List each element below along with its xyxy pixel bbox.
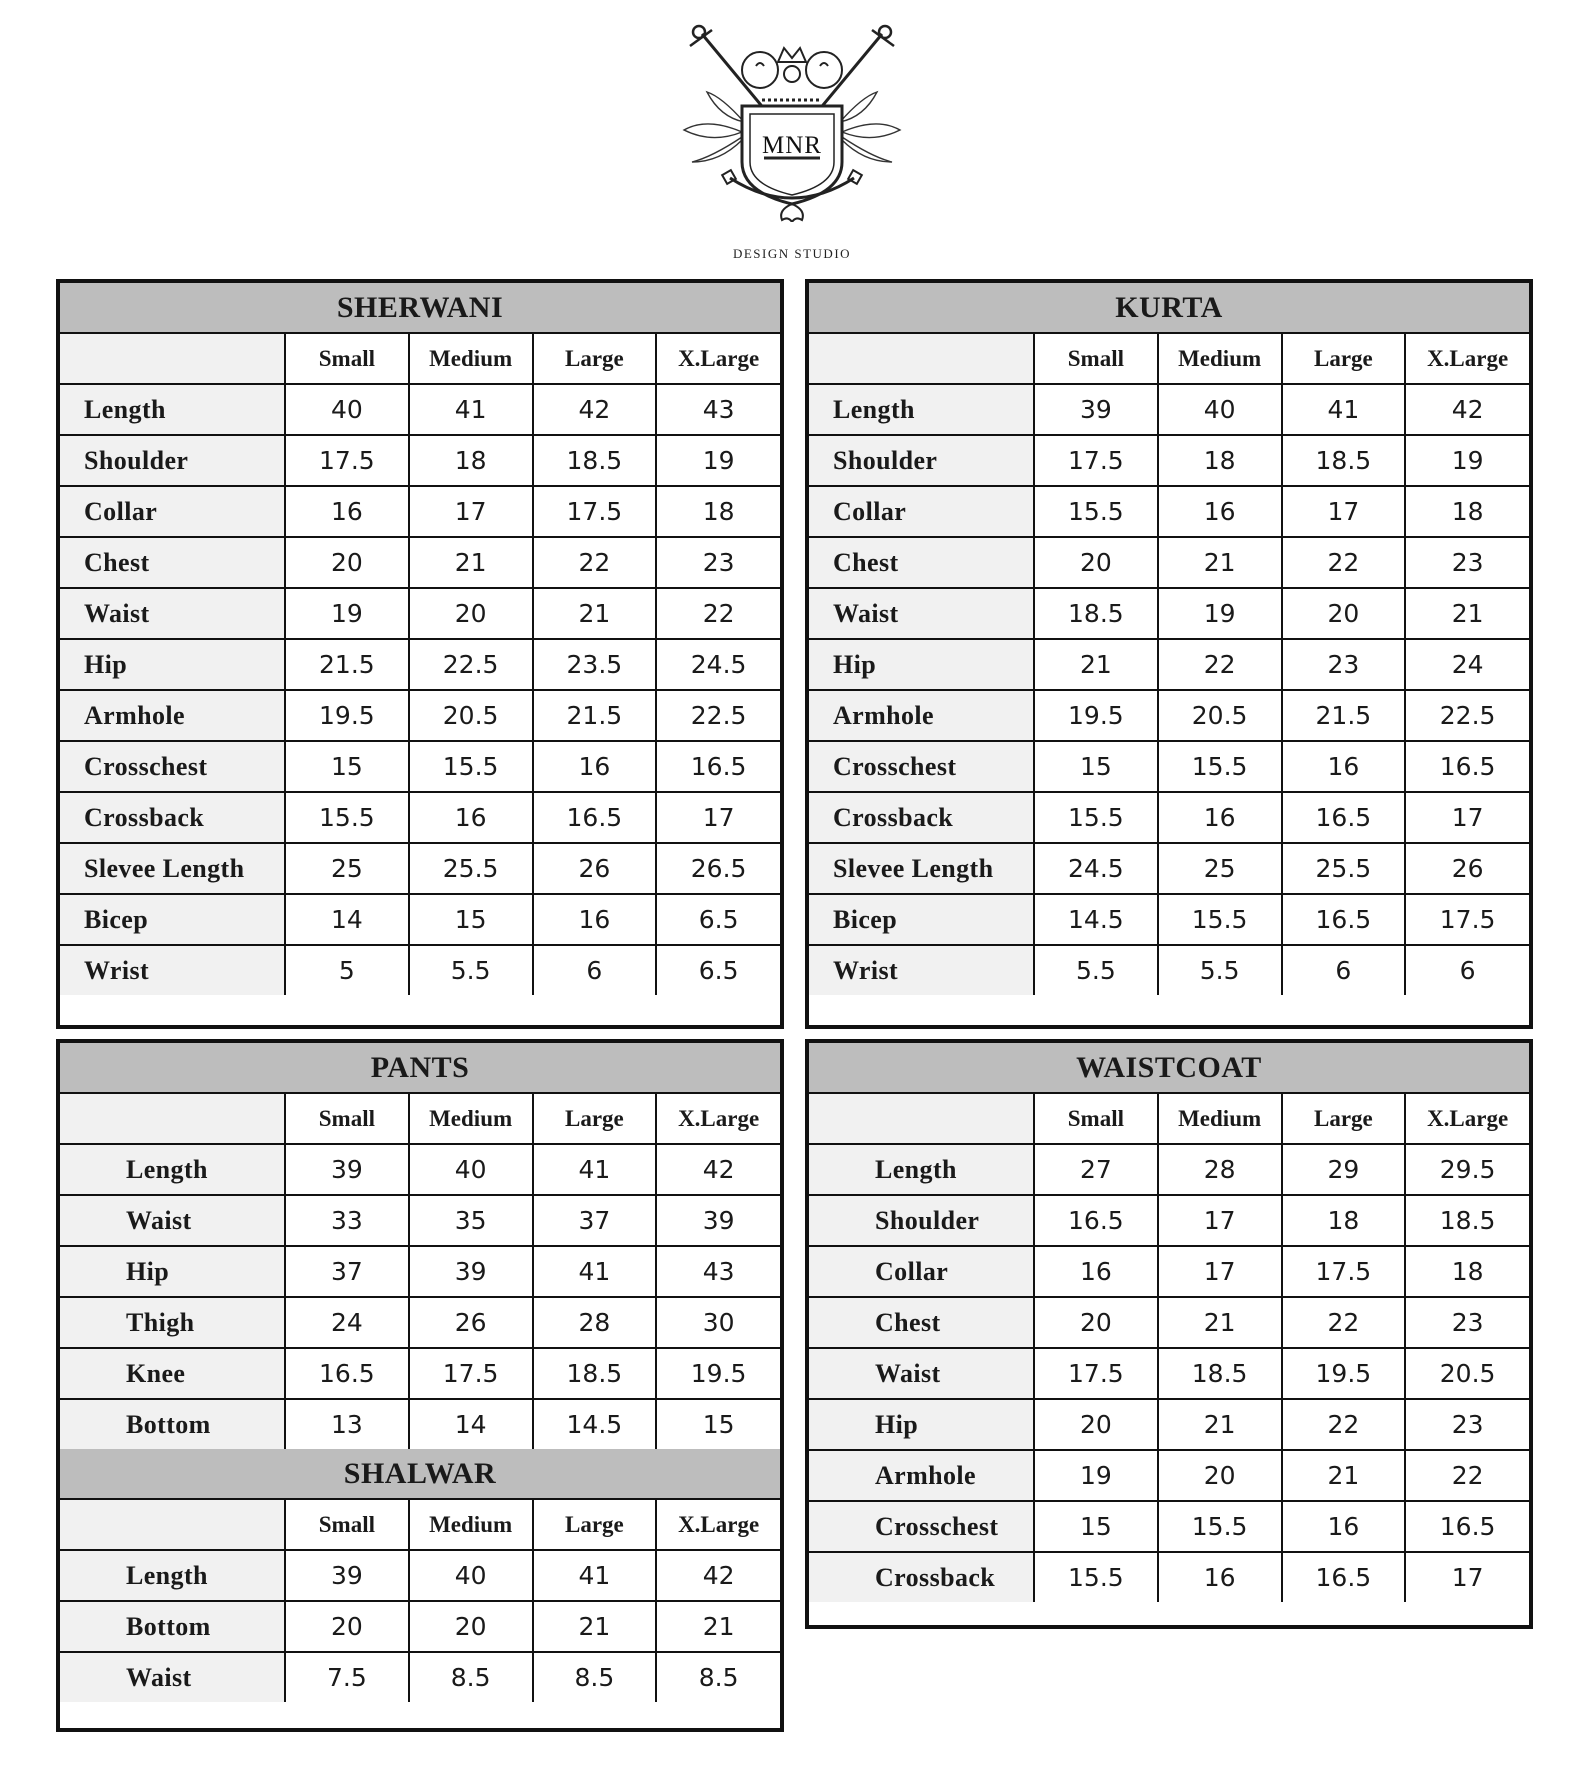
measurement-value: 6 [533,945,657,995]
size-header: X.Large [656,1093,780,1144]
measurement-label: Bicep [809,894,1034,945]
measurement-value: 8.5 [409,1652,533,1702]
measurement-value: 20 [1158,1450,1282,1501]
measurement-row [809,1348,1529,1399]
measurement-value: 22 [1282,1297,1406,1348]
measurement-label: Crossback [809,1552,1034,1602]
measurement-value: 41 [1282,384,1406,435]
measurement-value: 16.5 [1282,792,1406,843]
measurement-value: 15.5 [409,741,533,792]
pants-shalwar-size-chart [56,1039,784,1732]
measurement-value: 23.5 [533,639,657,690]
measurement-label: Collar [60,486,285,537]
measurement-value: 18 [1405,1246,1529,1297]
measurement-value: 42 [1405,384,1529,435]
measurement-label: Collar [809,1246,1034,1297]
measurement-label: Length [60,384,285,435]
measurement-value: 17 [1405,792,1529,843]
measurement-value: 25.5 [409,843,533,894]
measurement-value: 20.5 [409,690,533,741]
measurement-value: 23 [1282,639,1406,690]
measurement-value: 8.5 [656,1652,780,1702]
measurement-value: 26 [409,1297,533,1348]
measurement-value: 21 [1158,537,1282,588]
measurement-value: 14 [409,1399,533,1449]
measurement-row [60,1399,780,1449]
measurement-row [60,537,780,588]
measurement-value: 16 [1158,792,1282,843]
measurement-label: Chest [809,1297,1034,1348]
measurement-label: Waist [60,588,285,639]
size-header: Medium [409,1499,533,1550]
waistcoat-size-chart [805,1039,1533,1629]
measurement-row [60,588,780,639]
measurement-label: Bottom [60,1601,285,1652]
measurement-label: Crosschest [809,741,1034,792]
measurement-value: 39 [285,1550,409,1601]
measurement-value: 17 [1405,1552,1529,1602]
measurement-row [60,843,780,894]
size-header: X.Large [1405,1093,1529,1144]
measurement-row [809,690,1529,741]
measurement-value: 18.5 [1158,1348,1282,1399]
corner-cell [809,1093,1034,1144]
brand-tagline: DESIGN STUDIO [732,246,852,261]
measurement-row [60,894,780,945]
measurement-row [809,486,1529,537]
measurement-row [60,1297,780,1348]
measurement-value: 5.5 [409,945,533,995]
measurement-value: 24.5 [1034,843,1158,894]
measurement-row [809,945,1529,995]
measurement-value: 15 [409,894,533,945]
section-title: WAISTCOAT [809,1043,1529,1093]
measurement-value: 17.5 [409,1348,533,1399]
measurement-value: 37 [285,1246,409,1297]
measurement-value: 16 [533,894,657,945]
measurement-value: 41 [533,1144,657,1195]
measurement-value: 15.5 [1034,1552,1158,1602]
size-header: Large [533,1093,657,1144]
measurement-label: Armhole [809,1450,1034,1501]
measurement-value: 37 [533,1195,657,1246]
measurement-value: 14.5 [533,1399,657,1449]
measurement-value: 25 [285,843,409,894]
measurement-value: 19 [656,435,780,486]
measurement-value: 16 [285,486,409,537]
measurement-value: 29 [1282,1144,1406,1195]
measurement-value: 21.5 [533,690,657,741]
measurement-value: 20 [285,537,409,588]
measurement-value: 14.5 [1034,894,1158,945]
measurement-label: Hip [809,1399,1034,1450]
size-header: Small [285,1093,409,1144]
measurement-value: 15.5 [1158,894,1282,945]
measurement-value: 22 [533,537,657,588]
measurement-value: 20 [1034,1399,1158,1450]
section-title: SHALWAR [60,1449,780,1499]
measurement-value: 42 [656,1144,780,1195]
size-header: X.Large [656,1499,780,1550]
measurement-value: 27 [1034,1144,1158,1195]
measurement-value: 18 [409,435,533,486]
measurement-row [809,588,1529,639]
measurement-value: 19 [1034,1450,1158,1501]
measurement-row [809,435,1529,486]
measurement-value: 17.5 [285,435,409,486]
measurement-label: Knee [60,1348,285,1399]
measurement-label: Length [60,1144,285,1195]
size-header: Small [285,333,409,384]
measurement-value: 18.5 [533,435,657,486]
measurement-value: 20.5 [1405,1348,1529,1399]
measurement-value: 15.5 [285,792,409,843]
sherwani-size-chart [56,279,784,1029]
measurement-value: 39 [656,1195,780,1246]
measurement-value: 16 [1282,1501,1406,1552]
measurement-value: 22.5 [656,690,780,741]
measurement-row [60,945,780,995]
measurement-value: 20.5 [1158,690,1282,741]
measurement-value: 20 [409,1601,533,1652]
measurement-value: 17.5 [1034,435,1158,486]
measurement-row [60,1652,780,1702]
measurement-value: 20 [285,1601,409,1652]
measurement-value: 24.5 [656,639,780,690]
measurement-row [809,1246,1529,1297]
size-header: Small [1034,333,1158,384]
measurement-value: 17.5 [1034,1348,1158,1399]
measurement-value: 15.5 [1034,486,1158,537]
measurement-label: Waist [60,1652,285,1702]
measurement-value: 21 [409,537,533,588]
measurement-value: 16.5 [1282,1552,1406,1602]
measurement-value: 6.5 [656,945,780,995]
corner-cell [60,1093,285,1144]
measurement-value: 19.5 [1282,1348,1406,1399]
measurement-value: 26 [1405,843,1529,894]
crest-icon [672,22,912,222]
measurement-value: 13 [285,1399,409,1449]
measurement-row [809,843,1529,894]
measurement-value: 23 [656,537,780,588]
section-title: PANTS [60,1043,780,1093]
measurement-label: Armhole [60,690,285,741]
measurement-value: 15.5 [1158,741,1282,792]
measurement-value: 18.5 [1405,1195,1529,1246]
measurement-value: 19.5 [285,690,409,741]
brand-monogram: MNR [762,132,822,159]
measurement-label: Chest [809,537,1034,588]
measurement-row [60,435,780,486]
measurement-value: 20 [409,588,533,639]
size-header: Large [533,1499,657,1550]
measurement-value: 14 [285,894,409,945]
measurement-value: 40 [285,384,409,435]
measurement-value: 6.5 [656,894,780,945]
measurement-value: 22.5 [1405,690,1529,741]
measurement-label: Hip [60,1246,285,1297]
measurement-value: 18 [1158,435,1282,486]
measurement-row [60,1195,780,1246]
measurement-label: Bottom [60,1399,285,1449]
measurement-value: 40 [409,1550,533,1601]
measurement-label: Waist [60,1195,285,1246]
measurement-row [60,741,780,792]
measurement-row [809,1195,1529,1246]
measurement-value: 41 [533,1550,657,1601]
measurement-label: Crossback [60,792,285,843]
measurement-value: 18.5 [533,1348,657,1399]
measurement-label: Wrist [60,945,285,995]
measurement-value: 15 [1034,741,1158,792]
measurement-row [809,1501,1529,1552]
measurement-value: 21 [1034,639,1158,690]
measurement-label: Shoulder [809,1195,1034,1246]
measurement-label: Length [60,1550,285,1601]
measurement-value: 15.5 [1158,1501,1282,1552]
measurement-value: 18.5 [1282,435,1406,486]
section-title: SHERWANI [60,283,780,333]
measurement-value: 29.5 [1405,1144,1529,1195]
measurement-row [809,1399,1529,1450]
measurement-value: 25.5 [1282,843,1406,894]
measurement-value: 21 [533,1601,657,1652]
measurement-value: 16.5 [533,792,657,843]
measurement-label: Shoulder [60,435,285,486]
measurement-value: 43 [656,1246,780,1297]
measurement-value: 19.5 [1034,690,1158,741]
measurement-label: Length [809,384,1034,435]
measurement-value: 21 [656,1601,780,1652]
measurement-label: Slevee Length [809,843,1034,894]
measurement-value: 22 [1282,537,1406,588]
measurement-row [60,384,780,435]
measurement-row [60,1348,780,1399]
measurement-value: 28 [1158,1144,1282,1195]
measurement-value: 15 [1034,1501,1158,1552]
measurement-value: 17 [409,486,533,537]
measurement-value: 16.5 [1405,1501,1529,1552]
measurement-value: 35 [409,1195,533,1246]
measurement-value: 7.5 [285,1652,409,1702]
measurement-value: 28 [533,1297,657,1348]
measurement-value: 16 [1158,486,1282,537]
measurement-value: 39 [409,1246,533,1297]
measurement-row [60,690,780,741]
measurement-value: 19.5 [656,1348,780,1399]
measurement-value: 16 [1034,1246,1158,1297]
measurement-label: Slevee Length [60,843,285,894]
measurement-row [809,639,1529,690]
measurement-value: 16.5 [1034,1195,1158,1246]
measurement-value: 21 [1405,588,1529,639]
measurement-value: 19 [1405,435,1529,486]
measurement-value: 17 [1158,1246,1282,1297]
measurement-value: 18.5 [1034,588,1158,639]
measurement-label: Crosschest [60,741,285,792]
measurement-value: 39 [285,1144,409,1195]
measurement-label: Bicep [60,894,285,945]
measurement-value: 8.5 [533,1652,657,1702]
measurement-label: Waist [809,1348,1034,1399]
measurement-value: 17 [1158,1195,1282,1246]
size-header: Small [285,1499,409,1550]
measurement-value: 18 [1405,486,1529,537]
measurement-row [809,792,1529,843]
measurement-label: Wrist [809,945,1034,995]
measurement-row [809,741,1529,792]
measurement-value: 24 [285,1297,409,1348]
measurement-row [60,1550,780,1601]
measurement-value: 17.5 [1282,1246,1406,1297]
measurement-label: Waist [809,588,1034,639]
measurement-value: 21.5 [1282,690,1406,741]
measurement-value: 17 [1282,486,1406,537]
measurement-value: 42 [533,384,657,435]
measurement-value: 20 [1034,537,1158,588]
measurement-value: 33 [285,1195,409,1246]
measurement-value: 17 [656,792,780,843]
measurement-row [60,639,780,690]
measurement-value: 18 [656,486,780,537]
corner-cell [809,333,1034,384]
measurement-value: 17.5 [1405,894,1529,945]
measurement-row [60,1144,780,1195]
measurement-value: 5.5 [1034,945,1158,995]
measurement-value: 22 [1405,1450,1529,1501]
corner-cell [60,1499,285,1550]
size-header: Large [533,333,657,384]
measurement-label: Chest [60,537,285,588]
size-header: Medium [1158,333,1282,384]
measurement-label: Crossback [809,792,1034,843]
measurement-value: 21 [1158,1399,1282,1450]
measurement-row [809,1297,1529,1348]
size-header: Large [1282,1093,1406,1144]
measurement-value: 43 [656,384,780,435]
measurement-value: 26.5 [656,843,780,894]
size-header: Small [1034,1093,1158,1144]
corner-cell [60,333,285,384]
size-header: Large [1282,333,1406,384]
measurement-value: 23 [1405,1297,1529,1348]
measurement-value: 16.5 [656,741,780,792]
measurement-value: 15.5 [1034,792,1158,843]
measurement-label: Hip [60,639,285,690]
measurement-value: 22.5 [409,639,533,690]
measurement-value: 21.5 [285,639,409,690]
kurta-size-chart [805,279,1533,1029]
measurement-value: 16 [1158,1552,1282,1602]
measurement-value: 19 [285,588,409,639]
measurement-value: 16 [533,741,657,792]
measurement-value: 16 [409,792,533,843]
measurement-value: 20 [1034,1297,1158,1348]
measurement-value: 6 [1405,945,1529,995]
measurement-value: 21 [1158,1297,1282,1348]
measurement-value: 15 [656,1399,780,1449]
measurement-label: Thigh [60,1297,285,1348]
measurement-value: 18 [1282,1195,1406,1246]
measurement-row [809,384,1529,435]
measurement-label: Collar [809,486,1034,537]
measurement-label: Shoulder [809,435,1034,486]
size-header: Medium [409,333,533,384]
measurement-value: 23 [1405,1399,1529,1450]
measurement-value: 16.5 [285,1348,409,1399]
measurement-value: 40 [409,1144,533,1195]
size-header: X.Large [656,333,780,384]
measurement-value: 22 [1282,1399,1406,1450]
measurement-value: 26 [533,843,657,894]
measurement-row [809,1144,1529,1195]
measurement-row [809,537,1529,588]
measurement-row [60,486,780,537]
measurement-value: 5.5 [1158,945,1282,995]
measurement-row [60,1246,780,1297]
measurement-value: 21 [533,588,657,639]
measurement-row [60,1601,780,1652]
brand-logo [672,22,912,261]
measurement-value: 24 [1405,639,1529,690]
measurement-value: 16.5 [1405,741,1529,792]
measurement-value: 22 [656,588,780,639]
measurement-value: 5 [285,945,409,995]
measurement-value: 42 [656,1550,780,1601]
measurement-value: 22 [1158,639,1282,690]
size-header: Medium [409,1093,533,1144]
measurement-value: 23 [1405,537,1529,588]
measurement-label: Armhole [809,690,1034,741]
measurement-value: 19 [1158,588,1282,639]
measurement-row [809,1552,1529,1602]
measurement-value: 6 [1282,945,1406,995]
measurement-label: Hip [809,639,1034,690]
measurement-value: 41 [533,1246,657,1297]
measurement-value: 39 [1034,384,1158,435]
size-header: Medium [1158,1093,1282,1144]
measurement-row [60,792,780,843]
size-header: X.Large [1405,333,1529,384]
measurement-value: 17.5 [533,486,657,537]
measurement-value: 25 [1158,843,1282,894]
measurement-value: 16.5 [1282,894,1406,945]
measurement-value: 41 [409,384,533,435]
measurement-row [809,1450,1529,1501]
measurement-row [809,894,1529,945]
measurement-label: Length [809,1144,1034,1195]
measurement-label: Crosschest [809,1501,1034,1552]
section-title: KURTA [809,283,1529,333]
measurement-value: 15 [285,741,409,792]
measurement-value: 21 [1282,1450,1406,1501]
measurement-value: 16 [1282,741,1406,792]
measurement-value: 20 [1282,588,1406,639]
measurement-value: 30 [656,1297,780,1348]
measurement-value: 40 [1158,384,1282,435]
